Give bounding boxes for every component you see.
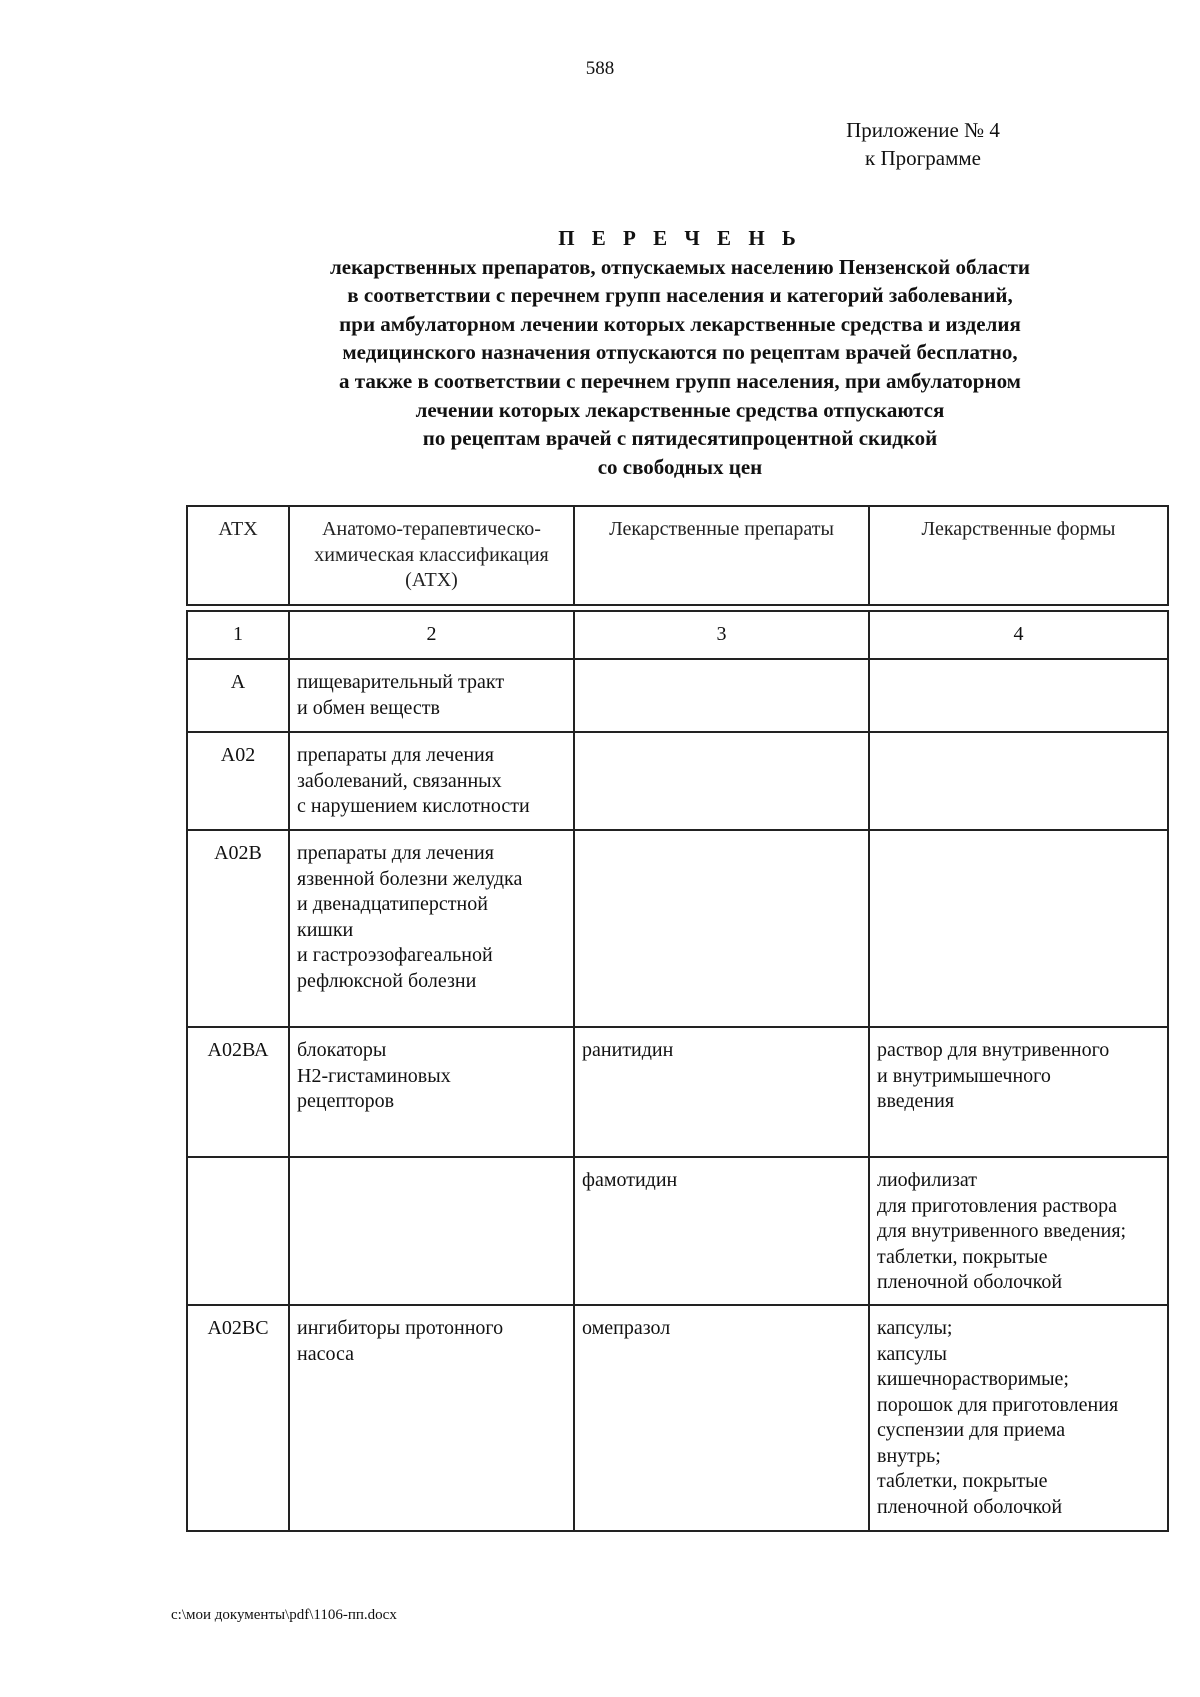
header-atx bbox=[187, 506, 289, 605]
atx-code-cell-line: А02ВС bbox=[207, 1317, 269, 1339]
forms-cell-line: для внутривенного введения; bbox=[877, 1220, 1127, 1242]
forms-cell-line: суспензии для приема bbox=[877, 1419, 1066, 1441]
atx-code-cell bbox=[187, 830, 289, 1027]
title-line: в соответствии с перечнем групп населения и категорий заболеваний, bbox=[347, 283, 1013, 308]
title-line: лекарственных препаратов, отпускаемых населению Пензенской области bbox=[330, 254, 1030, 279]
header-classification-line: (АТХ) bbox=[405, 569, 458, 591]
header-forms bbox=[869, 506, 1168, 605]
title-line: медицинского назначения отпускаются по рецептам врачей бесплатно, bbox=[342, 340, 1018, 365]
classification-cell-line: рефлюксной болезни bbox=[297, 969, 477, 992]
header-classification-line: химическая классификация bbox=[314, 543, 549, 566]
atx-code-cell bbox=[187, 659, 289, 732]
column-number: 1 bbox=[187, 611, 289, 659]
forms-cell-line: введения bbox=[877, 1090, 955, 1112]
classification-cell bbox=[289, 1027, 574, 1157]
atx-code-cell-line: А02В bbox=[214, 842, 262, 864]
classification-cell-line: и двенадцатиперстной bbox=[297, 893, 488, 915]
classification-cell-line: заболеваний, связанных bbox=[297, 769, 502, 792]
title-line: при амбулаторном лечении которых лекарственные средства и изделия bbox=[339, 311, 1021, 336]
header-classification bbox=[289, 506, 574, 605]
forms-cell-line: пленочной оболочкой bbox=[877, 1495, 1063, 1518]
classification-cell bbox=[289, 732, 574, 830]
classification-cell-line: Н2-гистаминовых bbox=[297, 1064, 451, 1087]
forms-cell-line: раствор для внутривенного bbox=[877, 1039, 1110, 1061]
document-title bbox=[180, 224, 1180, 481]
forms-cell-line: капсулы bbox=[877, 1342, 947, 1365]
forms-cell bbox=[869, 1305, 1168, 1531]
drug-cell bbox=[574, 1157, 869, 1305]
forms-cell bbox=[869, 659, 1168, 732]
table-row bbox=[187, 830, 1168, 1027]
header-forms-label: Лекарственные формы bbox=[921, 518, 1116, 540]
classification-cell-line: язвенной болезни желудка bbox=[297, 867, 523, 890]
drug-cell bbox=[574, 732, 869, 830]
drug-cell bbox=[574, 1027, 869, 1157]
table-row bbox=[187, 659, 1168, 732]
table-body bbox=[187, 659, 1168, 1531]
title-heading: П Е Р Е Ч Е Н Ь bbox=[558, 226, 802, 250]
atx-code-cell-line: А02ВА bbox=[207, 1039, 269, 1061]
title-line: лечении которых лекарственные средства отпускаются bbox=[415, 397, 945, 422]
forms-cell-line: капсулы; bbox=[877, 1317, 953, 1339]
classification-cell-line: препараты для лечения bbox=[297, 744, 494, 766]
table-row bbox=[187, 732, 1168, 830]
classification-cell-line: насоса bbox=[297, 1342, 354, 1365]
classification-cell-line: и гастроэзофагеальной bbox=[297, 944, 493, 966]
atx-code-cell-line: А bbox=[230, 671, 246, 693]
column-number-row bbox=[187, 611, 1168, 659]
header-drugs bbox=[574, 506, 869, 605]
classification-cell bbox=[289, 830, 574, 1027]
table-row bbox=[187, 1157, 1168, 1305]
classification-cell-line: пищеварительный тракт bbox=[297, 671, 505, 693]
classification-cell-line: ингибиторы протонного bbox=[297, 1317, 504, 1339]
forms-cell bbox=[869, 830, 1168, 1027]
classification-cell-line: с нарушением кислотности bbox=[297, 795, 530, 817]
page-number: 588 bbox=[585, 58, 615, 79]
classification-cell-line: и обмен веществ bbox=[297, 696, 440, 719]
forms-cell-line: таблетки, покрытые bbox=[877, 1470, 1048, 1492]
drug-cell-line: ранитидин bbox=[582, 1039, 674, 1061]
forms-cell-line: кишечнорастворимые; bbox=[877, 1368, 1069, 1390]
table-header bbox=[186, 505, 1169, 606]
atx-code-cell-line: А02 bbox=[220, 744, 256, 766]
forms-cell bbox=[869, 732, 1168, 830]
classification-cell bbox=[289, 1157, 574, 1305]
header-classification-line: Анатомо-терапевтическо- bbox=[322, 518, 541, 540]
classification-cell-line: кишки bbox=[297, 918, 354, 941]
drug-cell bbox=[574, 659, 869, 732]
drug-cell-line: омепразол bbox=[582, 1317, 671, 1339]
column-number: 4 bbox=[869, 611, 1168, 659]
atx-code-cell bbox=[187, 732, 289, 830]
forms-cell-line: порошок для приготовления bbox=[877, 1393, 1119, 1416]
forms-cell-line: и внутримышечного bbox=[877, 1064, 1051, 1087]
title-line: по рецептам врачей с пятидесятипроцентной скидкой bbox=[422, 426, 938, 451]
atx-code-cell bbox=[187, 1157, 289, 1305]
drug-table bbox=[186, 610, 1169, 1532]
title-line: а также в соответствии с перечнем групп населения, при амбулаторном bbox=[339, 368, 1021, 393]
table-row bbox=[187, 1027, 1168, 1157]
forms-cell bbox=[869, 1157, 1168, 1305]
header-row bbox=[187, 506, 1168, 605]
forms-cell-line: лиофилизат bbox=[877, 1169, 978, 1191]
forms-cell-line: для приготовления раствора bbox=[877, 1194, 1117, 1217]
header-drugs-label: Лекарственные препараты bbox=[609, 518, 834, 540]
classification-cell-line: блокаторы bbox=[297, 1039, 387, 1061]
forms-cell-line: таблетки, покрытые bbox=[877, 1245, 1048, 1268]
forms-cell-line: внутрь; bbox=[877, 1444, 941, 1467]
classification-cell-line: препараты для лечения bbox=[297, 842, 494, 864]
classification-cell bbox=[289, 659, 574, 732]
table-row bbox=[187, 1305, 1168, 1531]
appendix-line-1: Приложение № 4 bbox=[846, 118, 1000, 142]
classification-cell bbox=[289, 1305, 574, 1531]
drug-cell-line: фамотидин bbox=[582, 1169, 678, 1191]
drug-cell bbox=[574, 1305, 869, 1531]
column-number: 2 bbox=[289, 611, 574, 659]
forms-cell-line: пленочной оболочкой bbox=[877, 1271, 1063, 1293]
drug-cell bbox=[574, 830, 869, 1027]
atx-code-cell bbox=[187, 1027, 289, 1157]
appendix-note bbox=[828, 116, 1018, 172]
title-line: со свободных цен bbox=[597, 454, 763, 479]
column-number: 3 bbox=[574, 611, 869, 659]
forms-cell bbox=[869, 1027, 1168, 1157]
header-atx-label: АТХ bbox=[218, 518, 258, 540]
classification-cell-line: рецепторов bbox=[297, 1090, 395, 1112]
atx-code-cell bbox=[187, 1305, 289, 1531]
appendix-line-2: к Программе bbox=[865, 146, 981, 170]
file-path-footer: c:\мои документы\pdf\1106-пп.docx bbox=[171, 1607, 397, 1623]
